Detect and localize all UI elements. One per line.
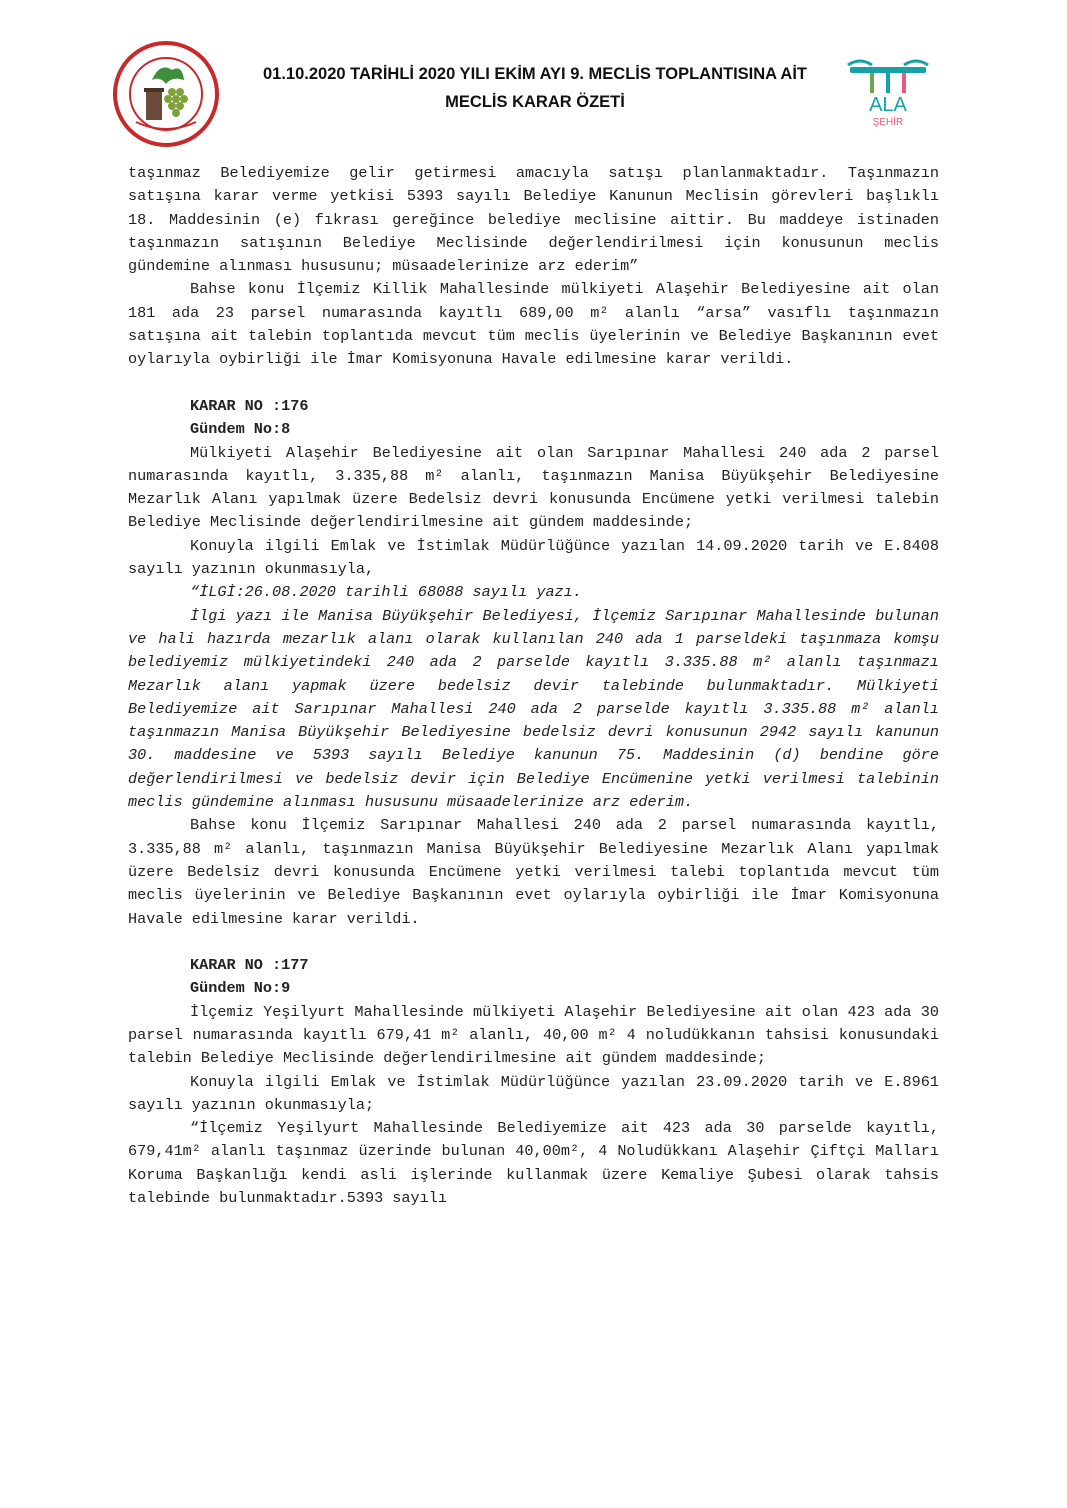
paragraph: Mülkiyeti Alaşehir Belediyesine ait olan Sarıpınar Mahallesi 240 ada 2 parsel numarasında kayıtlı, 3.335,88 m² alanlı, taşınmazın Manisa Büyükşehir Belediyesine Mezarlık Alanı yapılmak üzere Bedelsiz devri konusunda Encümene yetki verilmesi talebin Belediye Meclisinde değerlendirilmesine ait gündem maddesinde; (128, 443, 939, 532)
paragraph: Bahse konu İlçemiz Sarıpınar Mahallesi 240 ada 2 parsel numarasında kayıtlı, 3.335,88 m² alanlı, taşınmazın Manisa Büyükşehir Belediyesine Mezarlık Alanı yapılmak üzere Bedelsiz devri konusunda Encümene yetki verilmesi talebi toplantıda mevcut tüm meclis üyelerinin ve Belediye Başkanının evet oylarıyla oybirliği ile İmar Komisyonuna Havale edilmesine karar verildi. (128, 816, 939, 928)
decision-number-heading: KARAR NO :176 (190, 396, 309, 415)
paragraph: Bahse konu İlçemiz Killik Mahallesinde mülkiyeti Alaşehir Belediyesine ait olan 181 ada 23 parsel numarasında kayıtlı 689,00 m² alanlı “arsa” vasıflı taşınmazın satışına ait talebin toplantıda mevcut tüm meclis üyelerinin ve Belediye Başkanının evet oylarıyla oybirliği ile İmar Komisyonuna Havale edilmesine karar verildi. (128, 280, 939, 369)
paragraph: Konuyla ilgili Emlak ve İstimlak Müdürlüğünce yazılan 23.09.2020 tarih ve E.8961 sayılı yazının okunmasıyla; (128, 1072, 939, 1114)
decision-number-heading: KARAR NO :177 (190, 956, 309, 975)
document-body (128, 162, 939, 1210)
paragraph: İlçemiz Yeşilyurt Mahallesinde mülkiyeti Alaşehir Belediyesine ait olan 423 ada 30 parsel numarasında kayıtlı 679,41 m² alanlı, 40,00 m² 4 noludükkanın tahsisi konusundaki talebin Belediye Meclisinde değerlendirilmesine ait gündem maddesinde; (128, 1002, 939, 1068)
agenda-number-heading: Gündem No:9 (190, 979, 291, 998)
ala-sehir-brand-logo (840, 55, 936, 133)
paragraph: taşınmaz Belediyemize gelir getirmesi amacıyla satışı planlanmaktadır. Taşınmazın satışına karar verme yetkisi 5393 sayılı Belediye Kanunun Meclisin görevleri başlıklı 18. Maddesinin (e) fıkrası gereğince belediye meclisine aittir. Bu maddeye istinaden taşınmazın satışının Belediye Meclisinde değerlendirilmesi için konusunun meclis gündemine alınması hususunu; müsaadelerinize arz ederim” (128, 164, 939, 276)
page-header (0, 0, 1067, 160)
paragraph: Konuyla ilgili Emlak ve İstimlak Müdürlüğünce yazılan 14.09.2020 tarih ve E.8408 sayılı yazının okunmasıyla, (128, 536, 939, 579)
document-title-line1: 01.10.2020 TARİHLİ 2020 YILI EKİM AYI 9. MECLİS TOPLANTISINA AİT (262, 65, 808, 83)
paragraph: “İlçemiz Yeşilyurt Mahallesinde Belediyemize ait 423 ada 30 parselde kayıtlı, 679,41m² alanlı taşınmaz üzerinde bulunan 40,00m², 4 Noludükkanı Alaşehir Çiftçi Malları Koruma Başkanlığı kendi asli işlerinde kullanmak üzere Kemaliye Şubesi olarak tahsis talebinde bulunmaktadır.5393 sayılı (128, 1119, 939, 1208)
document-title-line2: MECLİS KARAR ÖZETİ (445, 93, 625, 111)
agenda-number-heading: Gündem No:8 (190, 420, 291, 439)
alasehir-municipality-logo (112, 40, 220, 148)
quoted-paragraph: “İLGİ:26.08.2020 tarihli 68088 sayılı yazı. (190, 583, 582, 602)
svg-text:ŞEHİR: ŞEHİR (872, 117, 904, 128)
quoted-paragraph: İlgi yazı ile Manisa Büyükşehir Belediyesi, İlçemiz Sarıpınar Mahallesinde bulunan ve hali hazırda mezarlık alanı olarak kullanılan 240 ada 1 parseldeki taşınmaza komşu belediyemiz mülkiyetindeki 240 ada 2 parselde kayıtlı 3.335.88 m² alanlı taşınmazı Mezarlık alanı yapmak üzere bedelsiz devir talebinde bulunmaktadır. Mülkiyeti Belediyemize ait Sarıpınar Mahallesi 240 ada 2 parselde kayıtlı 3.335.88 m² alanlı taşınmazın Manisa Büyükşehir Belediyesine bedelsiz devri konusunun 2942 sayılı kanunun 30. maddesine ve 5393 sayılı Belediye kanunun 75. Maddesinin (d) bendine göre değerlendirilmesi ve bedelsiz devir için Belediye Encümenine yetki verilmesi talebinin meclis gündemine alınması hususunu müsaadelerinize arz ederim. (128, 606, 939, 812)
svg-text:ALA: ALA (869, 94, 907, 116)
